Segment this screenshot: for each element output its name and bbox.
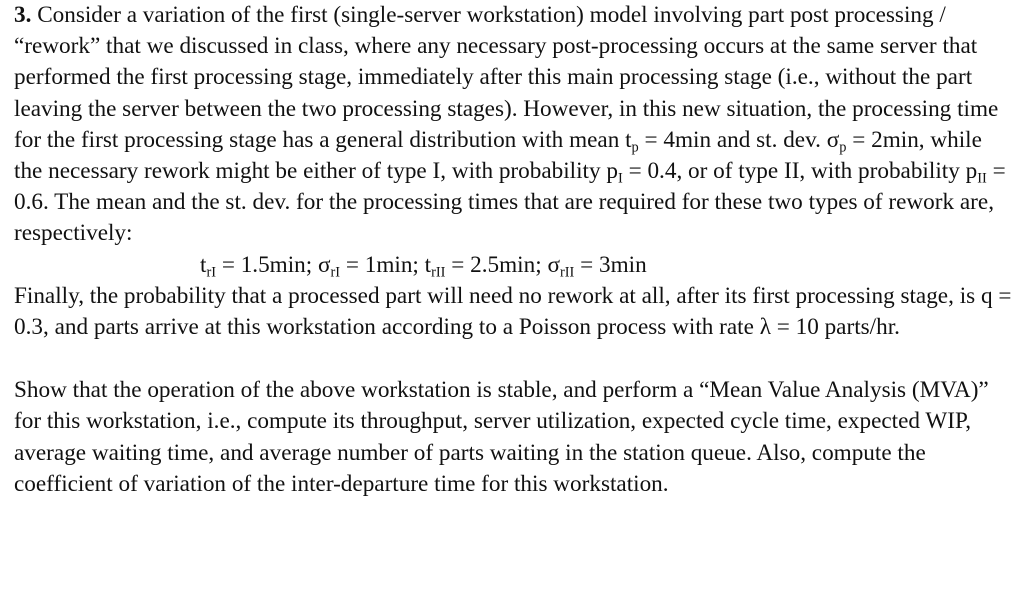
p2-symbol: $p_{II}$: [965, 158, 987, 187]
tp-symbol: $t_p$: [625, 126, 639, 156]
p2-value: = 0.6. The mean and the st. dev. for the processing times that are required for these two types of rework are, respectively:: [14, 158, 1006, 247]
p1-symbol: $p_I$: [606, 158, 623, 187]
sigma-p-symbol: $\sigma_p$: [826, 126, 847, 156]
sigma-r2-symbol: $\sigma_{rII}$: [547, 251, 575, 280]
sigma-p-value: = 2min, while the necessary rework might be either of type I, with probability: [14, 126, 982, 185]
t-r1-symbol: $t_{rI}$: [200, 251, 217, 280]
problem-document: [14, 0, 1014, 500]
t-r2-symbol: $t_{rII}$: [424, 251, 446, 280]
rework-parameters-equation: $t_{rI} = 1.5\min$; $\sigma_{rI} = 1\min$; $t_{rII} = 2.5\min$; $\sigma_{rII} = 3\min$: [200, 251, 647, 280]
paragraph-gap: [14, 343, 1014, 375]
problem-intro: Consider a variation of the first (single-server workstation) model involving part post processing / “rework” that we discussed in class, where any necessary post-processing occurs at the same server that performed the first processing stage, immediately after this main processing stage (i.e., without the part leaving the server between the two processing stages). However, in this new situation, the processing time for the first processing stage has a general distribution with mean: [14, 2, 999, 153]
task-paragraph: Show that the operation of the above workstation is stable, and perform a “Mean Value Analysis (MVA)” for this workstation, i.e., compute its throughput, server utilization, expected cycle time, expected WIP, average waiting time, and average number of parts waiting in the station queue. Also, compute the coefficient of variation of the inter-departure time for this workstation.: [14, 377, 989, 497]
finally-paragraph: Finally, the probability that a processed part will need no rework at all, after its first processing stage, is q = 0.3, and parts arrive at this workstation according to a Poisson process with rate λ = 10 parts/hr.: [14, 282, 1012, 341]
sigma-r1-symbol: $\sigma_{rI}$: [318, 251, 341, 280]
tp-value: = 4min and st. dev.: [638, 126, 827, 153]
p1-value: = 0.4, or of type II, with probability: [622, 158, 966, 185]
problem-number: 3.: [14, 2, 32, 28]
problem-statement: [14, 0, 1014, 343]
